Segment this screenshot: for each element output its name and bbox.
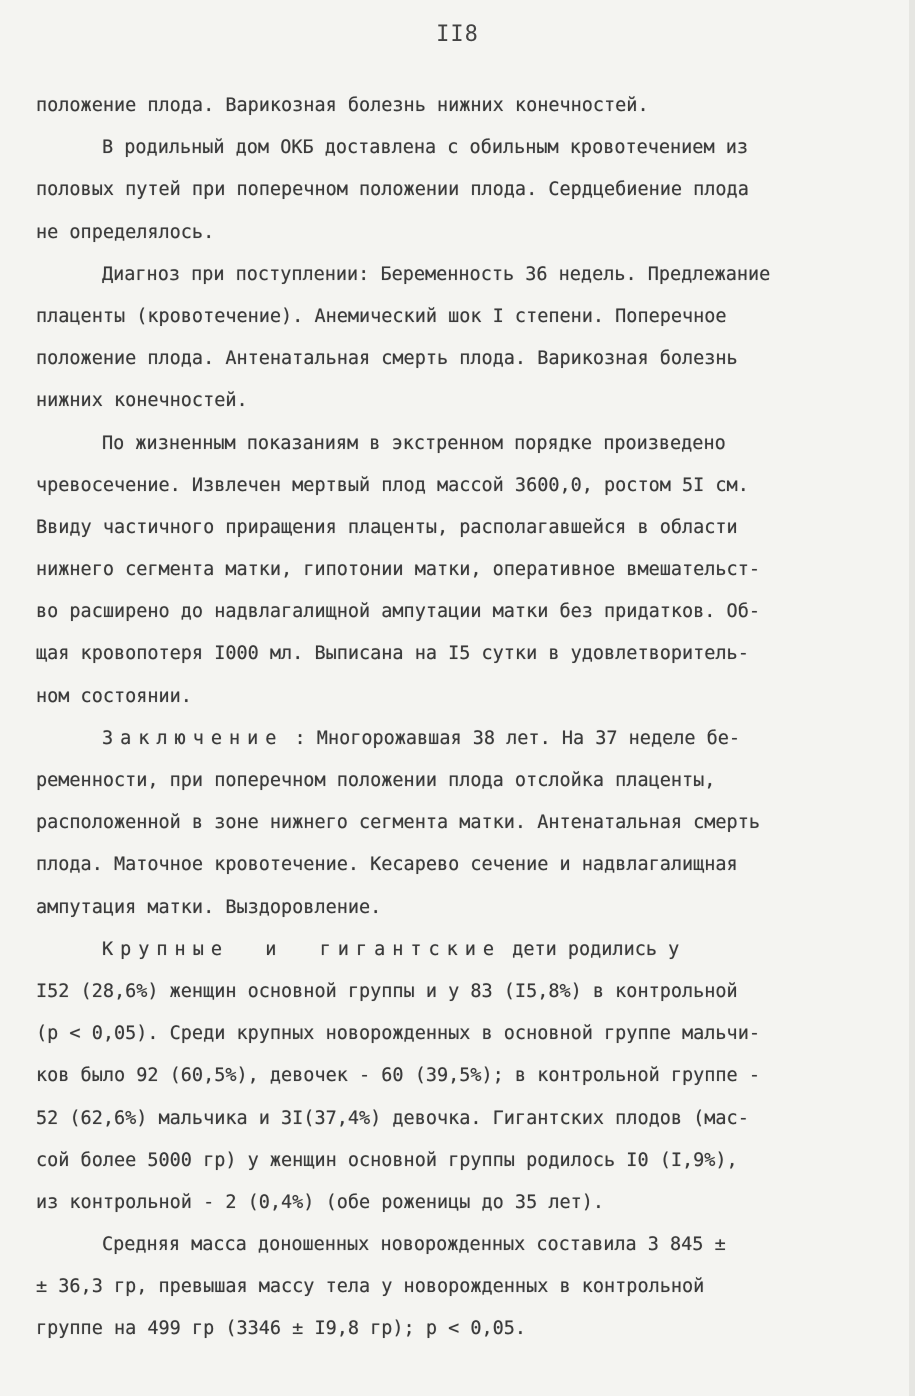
- line-text: во расширено до надвлагалищной ампутации матки без придатков. Об-: [36, 601, 760, 623]
- text-line: [36, 127, 886, 169]
- scan-edge: [909, 0, 915, 1396]
- text-line: [36, 169, 886, 211]
- text-line: [36, 212, 886, 254]
- text-line: [36, 971, 886, 1013]
- line-text: Диагноз при поступлении: Беременность 36 недель. Предлежание: [102, 263, 771, 285]
- text-line: [36, 760, 886, 802]
- line-text: В родильный дом ОКБ доставлена с обильным кровотечением из: [102, 137, 749, 159]
- line-text: ампутация матки. Выздоровление.: [36, 896, 382, 918]
- text-line: [36, 1140, 886, 1182]
- line-text: ков было 92 (60,5%), девочек - 60 (39,5%); в контрольной группе -: [36, 1065, 760, 1087]
- text-line: [36, 1013, 886, 1055]
- text-line: [36, 1098, 886, 1140]
- line-text: ± 36,3 гр, превышая массу тела у новорожденных в контрольной: [36, 1276, 705, 1298]
- line-text: половых путей при поперечном положении плода. Сердцебиение плода: [36, 179, 749, 201]
- text-line: [36, 254, 886, 296]
- text-line: [36, 1266, 886, 1308]
- text-line: [36, 591, 886, 633]
- line-text: Ввиду частичного приращения плаценты, располагавшейся в области: [36, 516, 738, 538]
- line-text: нижнего сегмента матки, гипотонии матки, оперативное вмешательст-: [36, 559, 760, 581]
- text-line: [36, 549, 886, 591]
- text-line: [36, 633, 886, 675]
- text-line: [36, 1224, 886, 1266]
- line-text: группе на 499 гр (3346 ± I9,8 гр); р < 0,05.: [36, 1318, 527, 1340]
- line-text: Средняя масса доношенных новорожденных составила 3 845 ±: [102, 1234, 726, 1256]
- text-line: [36, 929, 886, 971]
- text-line: [36, 85, 886, 127]
- text-line: [36, 380, 886, 422]
- text-line: [36, 507, 886, 549]
- line-text: не определялось.: [36, 221, 215, 243]
- line-text: положение плода. Антенатальная смерть плода. Варикозная болезнь: [36, 348, 738, 370]
- text-line: [36, 423, 886, 465]
- line-text: из контрольной - 2 (0,4%) (обе роженицы до 35 лет).: [36, 1191, 605, 1213]
- line-text: ном состоянии.: [36, 685, 192, 707]
- line-text: I52 (28,6%) женщин основной группы и у 83 (I5,8%) в контрольной: [36, 980, 738, 1002]
- text-line: [36, 802, 886, 844]
- text-line: [36, 1182, 886, 1224]
- spaced-heading: Заключение: [102, 727, 284, 749]
- line-text: нижних конечностей.: [36, 390, 248, 412]
- text-line: [36, 338, 886, 380]
- line-text: По жизненным показаниям в экстренном порядке произведено: [102, 432, 726, 454]
- line-text: : Многорожавшая 38 лет. На 37 неделе бе-: [283, 727, 741, 749]
- text-line: [36, 465, 886, 507]
- line-text: сой более 5000 гр) у женщин основной группы родилось I0 (I,9%),: [36, 1149, 738, 1171]
- text-line: [36, 1308, 886, 1350]
- text-line: [36, 844, 886, 886]
- line-text: плода. Маточное кровотечение. Кесарево сечение и надвлагалищная: [36, 854, 738, 876]
- text-line: [36, 718, 886, 760]
- line-text: плаценты (кровотечение). Анемический шок I степени. Поперечное: [36, 305, 727, 327]
- spaced-heading: Крупные и гигантские: [102, 938, 502, 960]
- text-line: [36, 676, 886, 718]
- body-text: [36, 85, 886, 1351]
- line-text: расположенной в зоне нижнего сегмента матки. Антенатальная смерть: [36, 812, 760, 834]
- page-number: II8: [436, 22, 479, 47]
- line-text: щая кровопотеря I000 мл. Выписана на I5 сутки в удовлетворитель-: [36, 643, 749, 665]
- line-text: (р < 0,05). Среди крупных новорожденных в основной группе мальчи-: [36, 1023, 760, 1045]
- line-text: положение плода. Варикозная болезнь нижних конечностей.: [36, 95, 649, 116]
- text-line: [36, 1055, 886, 1097]
- text-line: [36, 296, 886, 338]
- line-text: дети родились у: [501, 938, 680, 960]
- line-text: 52 (62,6%) мальчика и 3I(37,4%) девочка. Гигантских плодов (мас-: [36, 1107, 749, 1129]
- line-text: чревосечение. Извлечен мертвый плод массой 3600,0, ростом 5I см.: [36, 474, 749, 496]
- text-line: [36, 887, 886, 929]
- line-text: ременности, при поперечном положении плода отслойка плаценты,: [36, 770, 716, 791]
